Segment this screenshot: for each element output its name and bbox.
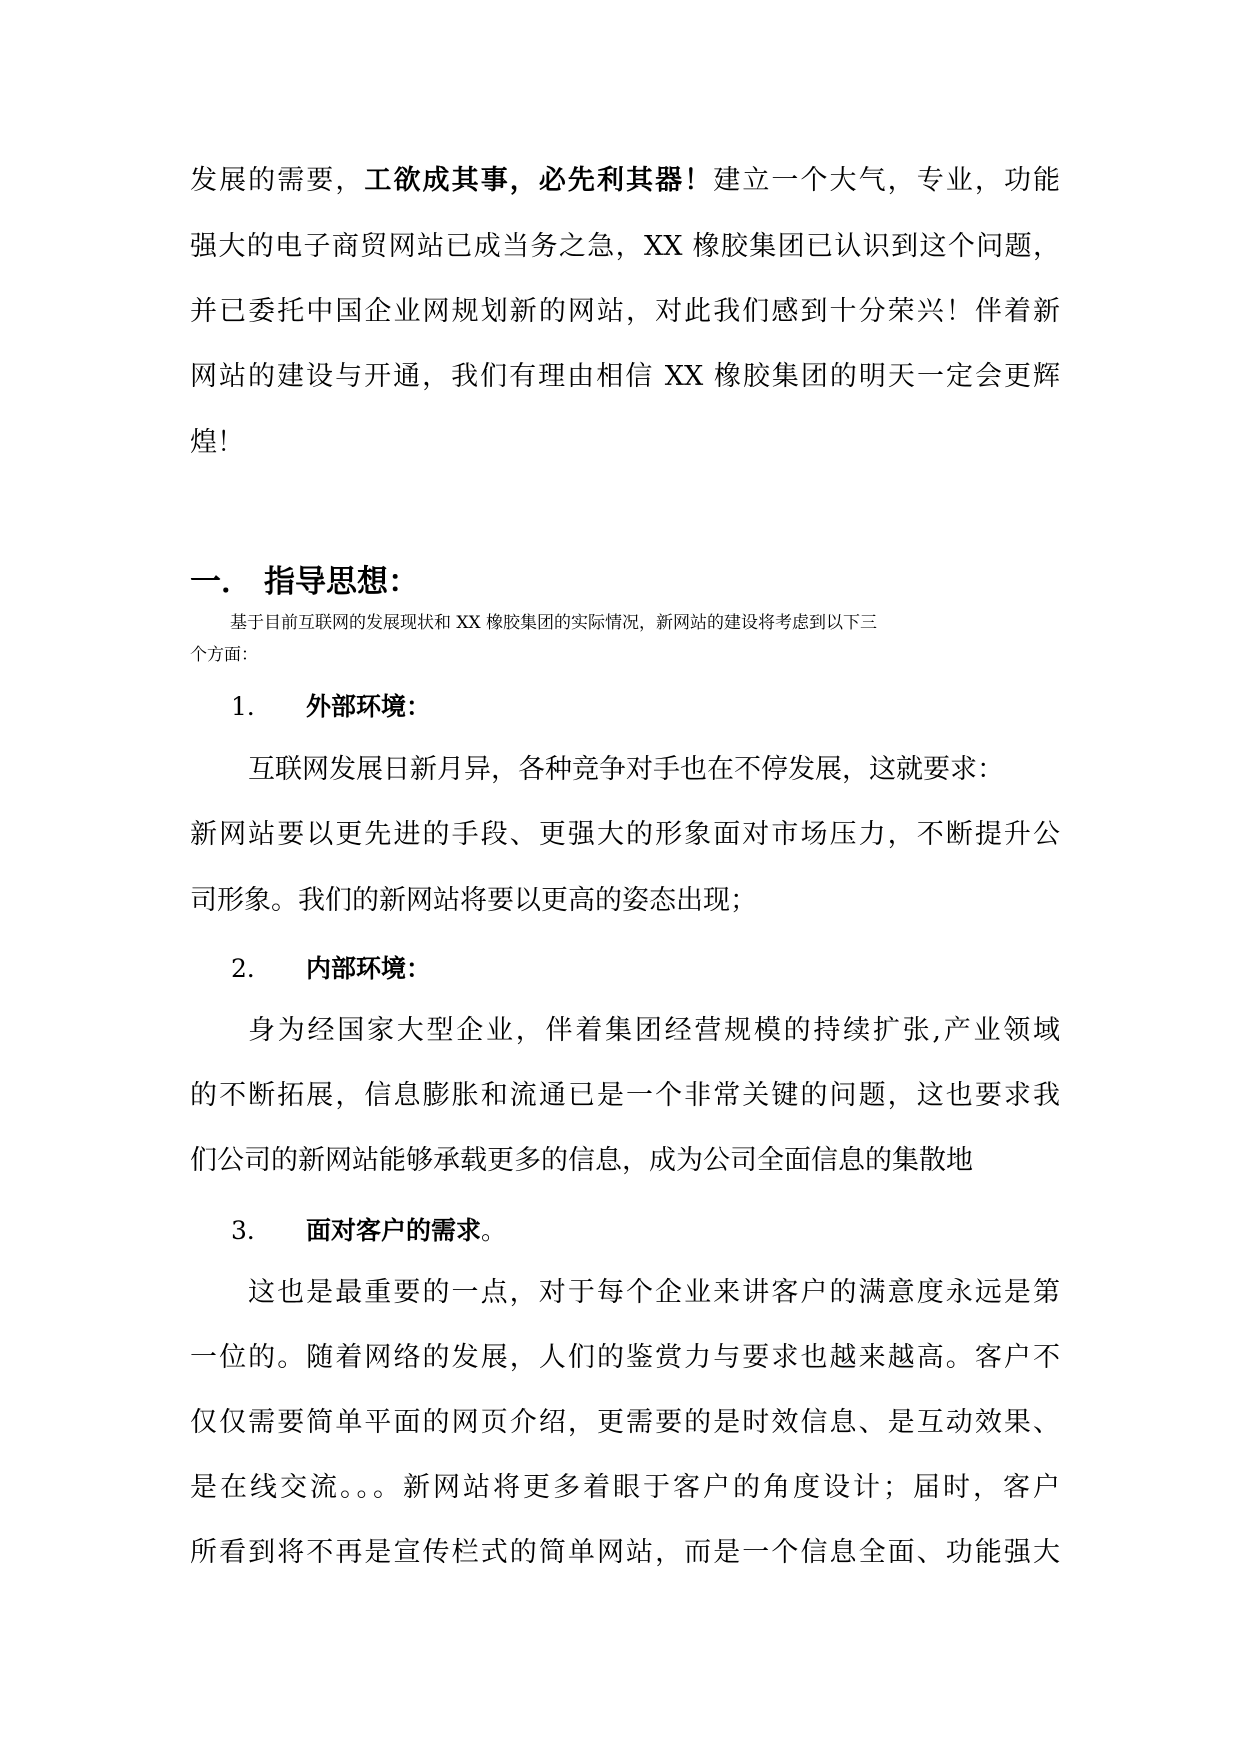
item-1-line-3: 司形象。我们的新网站将要以更高的姿态出现； [190, 885, 757, 916]
intro-line-3: 并已委托中国企业网规划新的网站，对此我们感到十分荣兴！伴着新 [190, 296, 1060, 327]
item-1-line-2: 新网站要以更先进的手段、更强大的形象面对市场压力，不断提升公 [190, 819, 1060, 850]
item-1-number: 1． [231, 692, 272, 721]
intro-line-5: 煌！ [190, 427, 244, 458]
intro-text: 发展的需要， [190, 165, 365, 196]
item-3-line-1: 这也是最重要的一点，对于每个企业来讲客户的满意度永远是第 [248, 1277, 1060, 1308]
intro-text: 建立一个大气，专业，功能 [713, 165, 1061, 196]
item-1-heading [231, 687, 431, 723]
item-2-line-2: 的不断拓展，信息膨胀和流通已是一个非常关键的问题，这也要求我 [190, 1080, 1060, 1111]
item-2-line-3: 们公司的新网站能够承载更多的信息，成为公司全面信息的集散地 [190, 1145, 973, 1176]
intro-bold-phrase: 工欲成其事，必先利其器！ [364, 165, 714, 196]
intro-line-4: 网站的建设与开通，我们有理由相信 XX 橡胶集团的明天一定会更辉 [190, 361, 1060, 392]
item-3-line-5: 所看到将不再是宣传栏式的简单网站，而是一个信息全面、功能强大 [190, 1537, 1060, 1568]
item-3-title: 面对客户的需求 [306, 1216, 482, 1245]
section-summary-line-2: 个方面： [190, 645, 258, 665]
item-3-line-2: 一位的。随着网络的发展，人们的鉴赏力与要求也越来越高。客户不 [190, 1342, 1060, 1373]
item-3-title-end: 。 [481, 1216, 507, 1245]
item-2-number: 2． [231, 954, 272, 983]
item-3-heading [231, 1211, 506, 1247]
item-1-line-1: 互联网发展日新月异，各种竞争对手也在不停发展，这就要求： [248, 754, 1004, 785]
intro-line-1 [190, 163, 1060, 199]
intro-line-2: 强大的电子商贸网站已成当务之急，XX 橡胶集团已认识到这个问题， [190, 231, 1060, 262]
section-summary-line-1: 基于目前互联网的发展现状和 XX 橡胶集团的实际情况，新网站的建设将考虑到以下三 [230, 613, 878, 633]
item-3-line-3: 仅仅需要简单平面的网页介绍，更需要的是时效信息、是互动效果、 [190, 1407, 1060, 1438]
item-2-title: 内部环境： [306, 954, 432, 983]
item-3-line-4: 是在线交流。。。新网站将更多着眼于客户的角度设计；届时，客户 [190, 1472, 1060, 1503]
item-2-heading [231, 949, 431, 985]
section-heading [190, 556, 419, 601]
section-number: 一． [190, 564, 252, 600]
item-1-title: 外部环境： [306, 692, 432, 721]
item-3-number: 3． [231, 1216, 272, 1245]
section-title: 指导思想： [264, 564, 419, 600]
item-2-line-1: 身为经国家大型企业，伴着集团经营规模的持续扩张,产业领域 [248, 1015, 1060, 1046]
